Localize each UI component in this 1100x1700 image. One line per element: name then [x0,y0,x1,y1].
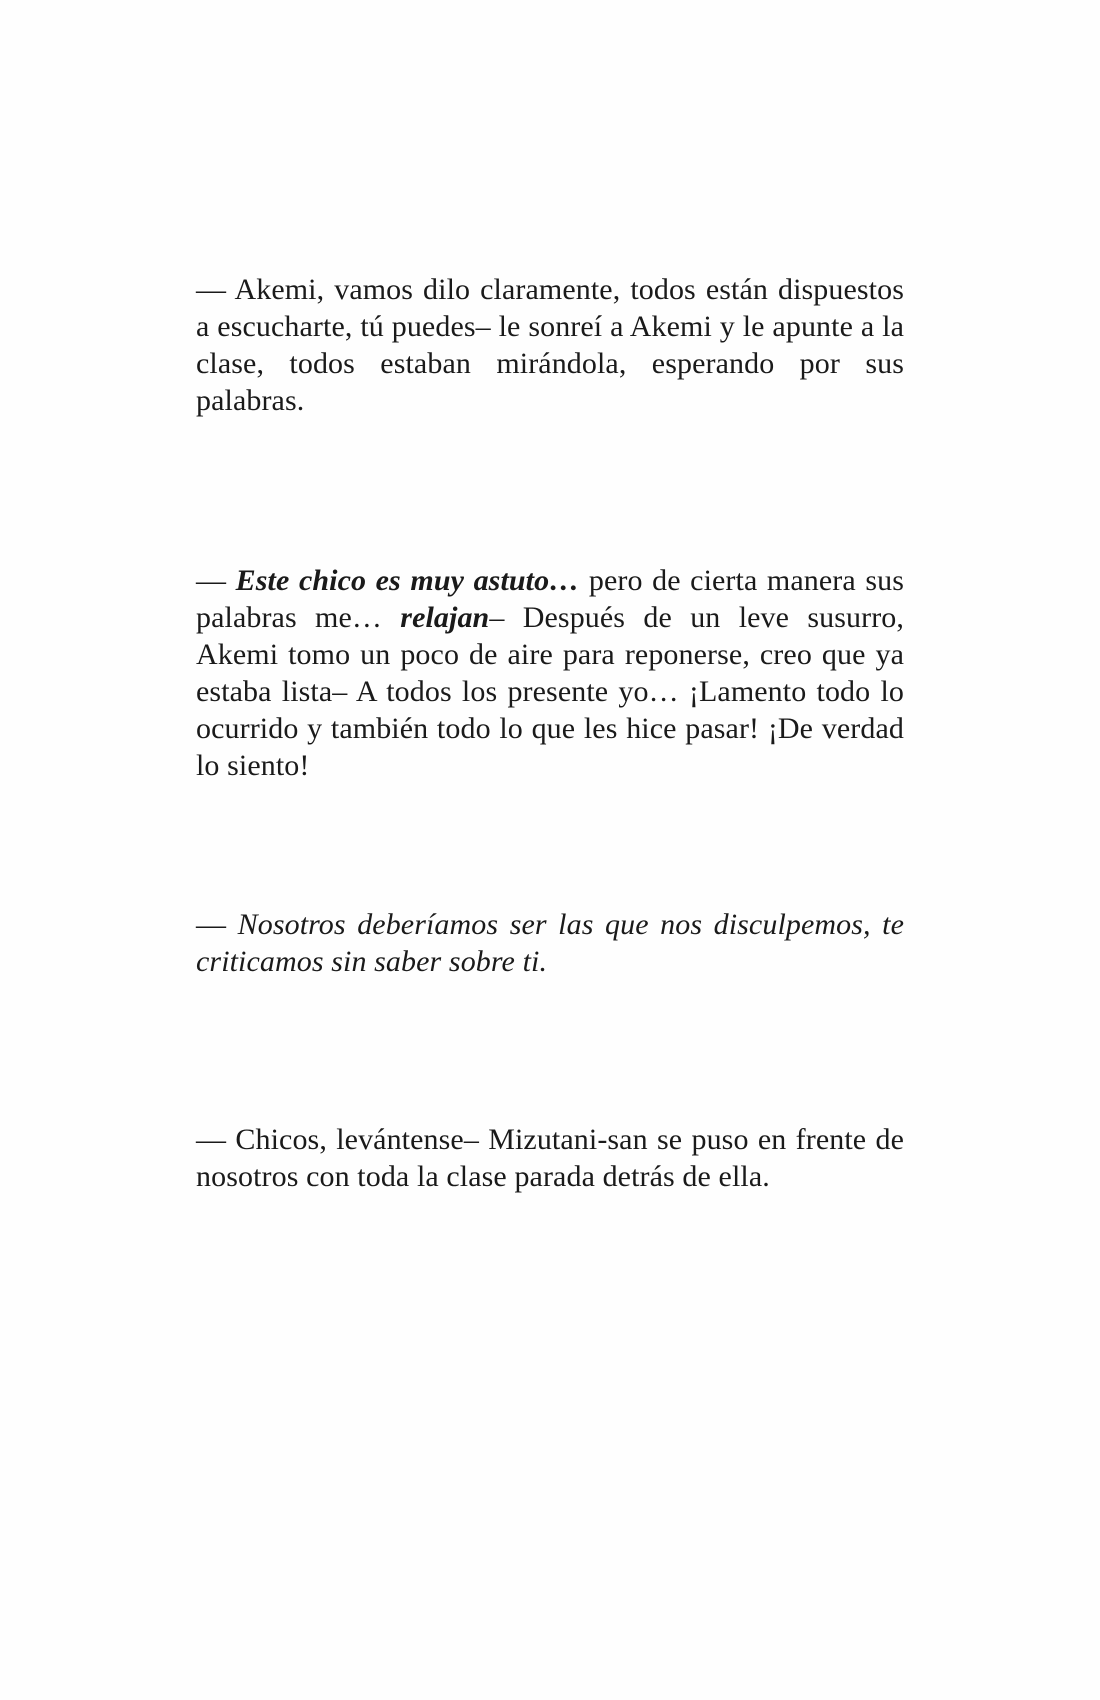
paragraph-4-text: — Chicos, levántense– Mizutani-san se puso en frente de nosotros con toda la clase parada detrás de ella. [196,1123,904,1193]
paragraph-3 [196,906,904,980]
paragraph-2-middle-text: pero de cierta manera sus palabras me… [196,564,904,634]
paragraph-3-dash: — [196,908,238,941]
paragraph-2-rest-text: – Después de un leve susurro, Akemi tomo un poco de aire para reponerse, creo que ya estaba lista– A todos los presente yo… ¡Lamento todo lo ocurrido y también todo lo que les hice pasar! ¡De verdad lo siento! [196,601,904,782]
paragraph-2-dash: — [196,564,236,597]
paragraph-1 [196,271,904,419]
paragraph-2-emphasis-thought: Este chico es muy astuto… [235,564,580,597]
paragraph-1-text: — Akemi, vamos dilo claramente, todos están dispuestos a escucharte, tú puedes– le sonreí a Akemi y le apunte a la clase, todos estaban mirándola, esperando por sus palabras. [196,273,904,417]
paragraph-2 [196,562,904,784]
paragraph-3-italic-text: Nosotros deberíamos ser las que nos disculpemos, te criticamos sin saber sobre ti. [196,908,905,978]
paragraph-4 [196,1121,904,1195]
paragraph-2-emphasis-word: relajan [400,601,490,634]
